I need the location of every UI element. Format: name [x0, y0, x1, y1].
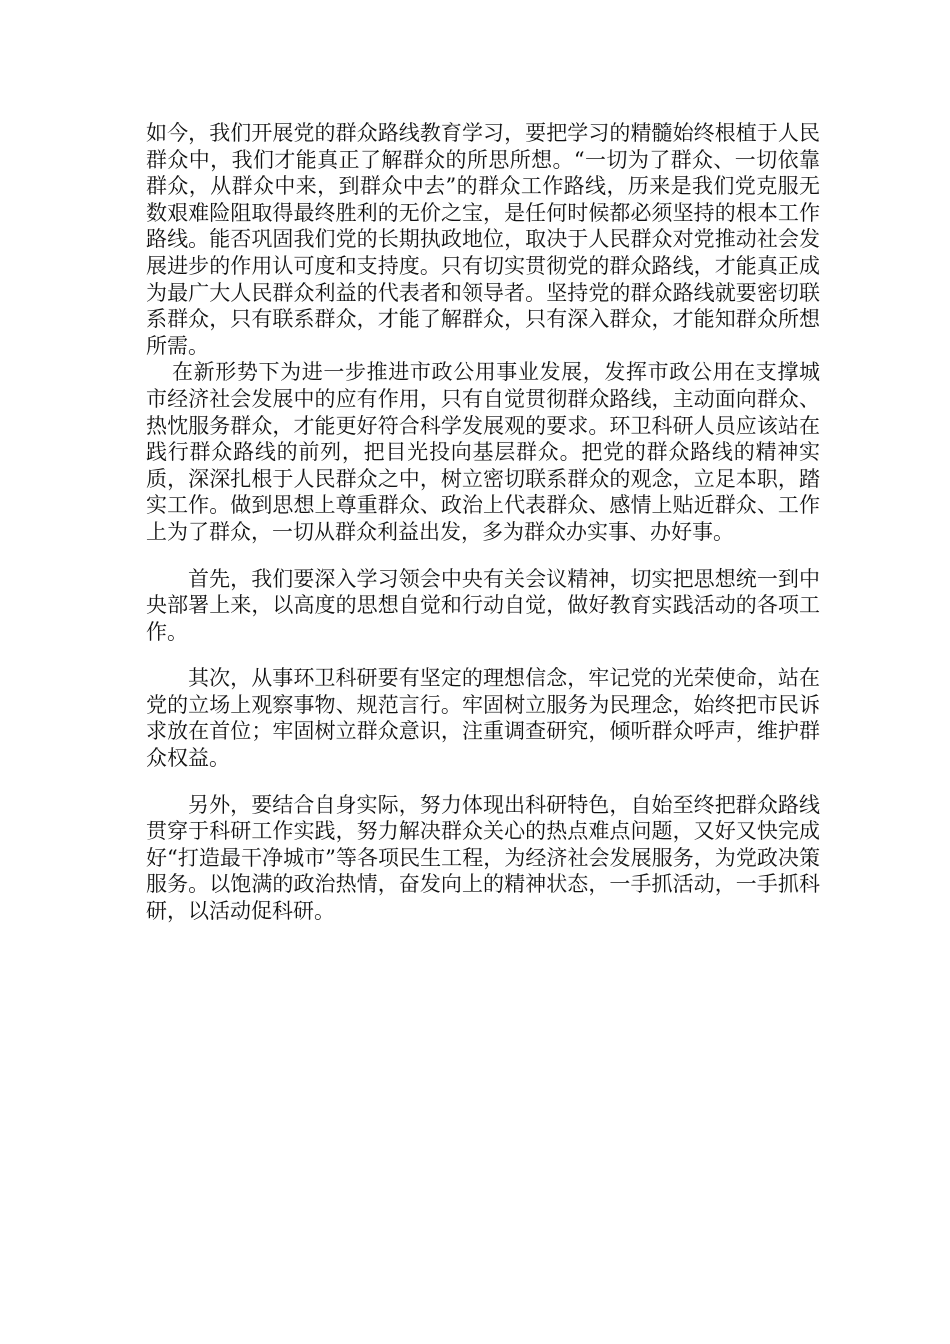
- paragraph-1: 如今，我们开展党的群众路线教育学习，要把学习的精髓始终根植于人民群众中，我们才能真正了解群众的所思所想。“一切为了群众、一切依靠群众，从群众中来，到群众中去”的群众工作路线，历来是我们党克服无数艰难险阻取得最终胜利的无价之宝，是任何时候都必须坚持的根本工作路线。能否巩固我们党的长期执政地位，取决于人民群众对党推动社会发展进步的作用认可度和支持度。只有切实贯彻党的群众路线，才能真正成为最广大人民群众利益的代表者和领导者。坚持党的群众路线就要密切联系群众，只有联系群众，才能了解群众，只有深入群众，才能知群众所想所需。: [146, 121, 820, 358]
- paragraph-5: 另外，要结合自身实际，努力体现出科研特色，自始至终把群众路线贯穿于科研工作实践，努力解决群众关心的热点难点问题，又好又快完成好“打造最干净城市”等各项民生工程，为经济社会发展服务，为党政决策服务。以饱满的政治热情，奋发向上的精神状态，一手抓活动，一手抓科研，以活动促科研。: [146, 792, 820, 924]
- paragraph-3: 首先，我们要深入学习领会中央有关会议精神，切实把思想统一到中央部署上来，以高度的思想自觉和行动自觉，做好教育实践活动的各项工作。: [146, 566, 820, 644]
- document-body: [146, 120, 820, 925]
- paragraph-2: 在新形势下为进一步推进市政公用事业发展，发挥市政公用在支撑城市经济社会发展中的应有作用，只有自觉贯彻群众路线，主动面向群众、热忱服务群众，才能更好符合科学发展观的要求。环卫科研人员应该站在践行群众路线的前列，把目光投向基层群众。把党的群众路线的精神实质，深深扎根于人民群众之中，树立密切联系群众的观念，立足本职，踏实工作。做到思想上尊重群众、政治上代表群众、感情上贴近群众、工作上为了群众，一切从群众利益出发，多为群众办实事、办好事。: [146, 360, 820, 544]
- paragraph-4: 其次，从事环卫科研要有坚定的理想信念，牢记党的光荣使命，站在党的立场上观察事物、规范言行。牢固树立服务为民理念，始终把市民诉求放在首位；牢固树立群众意识，注重调查研究，倾听群众呼声，维护群众权益。: [146, 666, 820, 771]
